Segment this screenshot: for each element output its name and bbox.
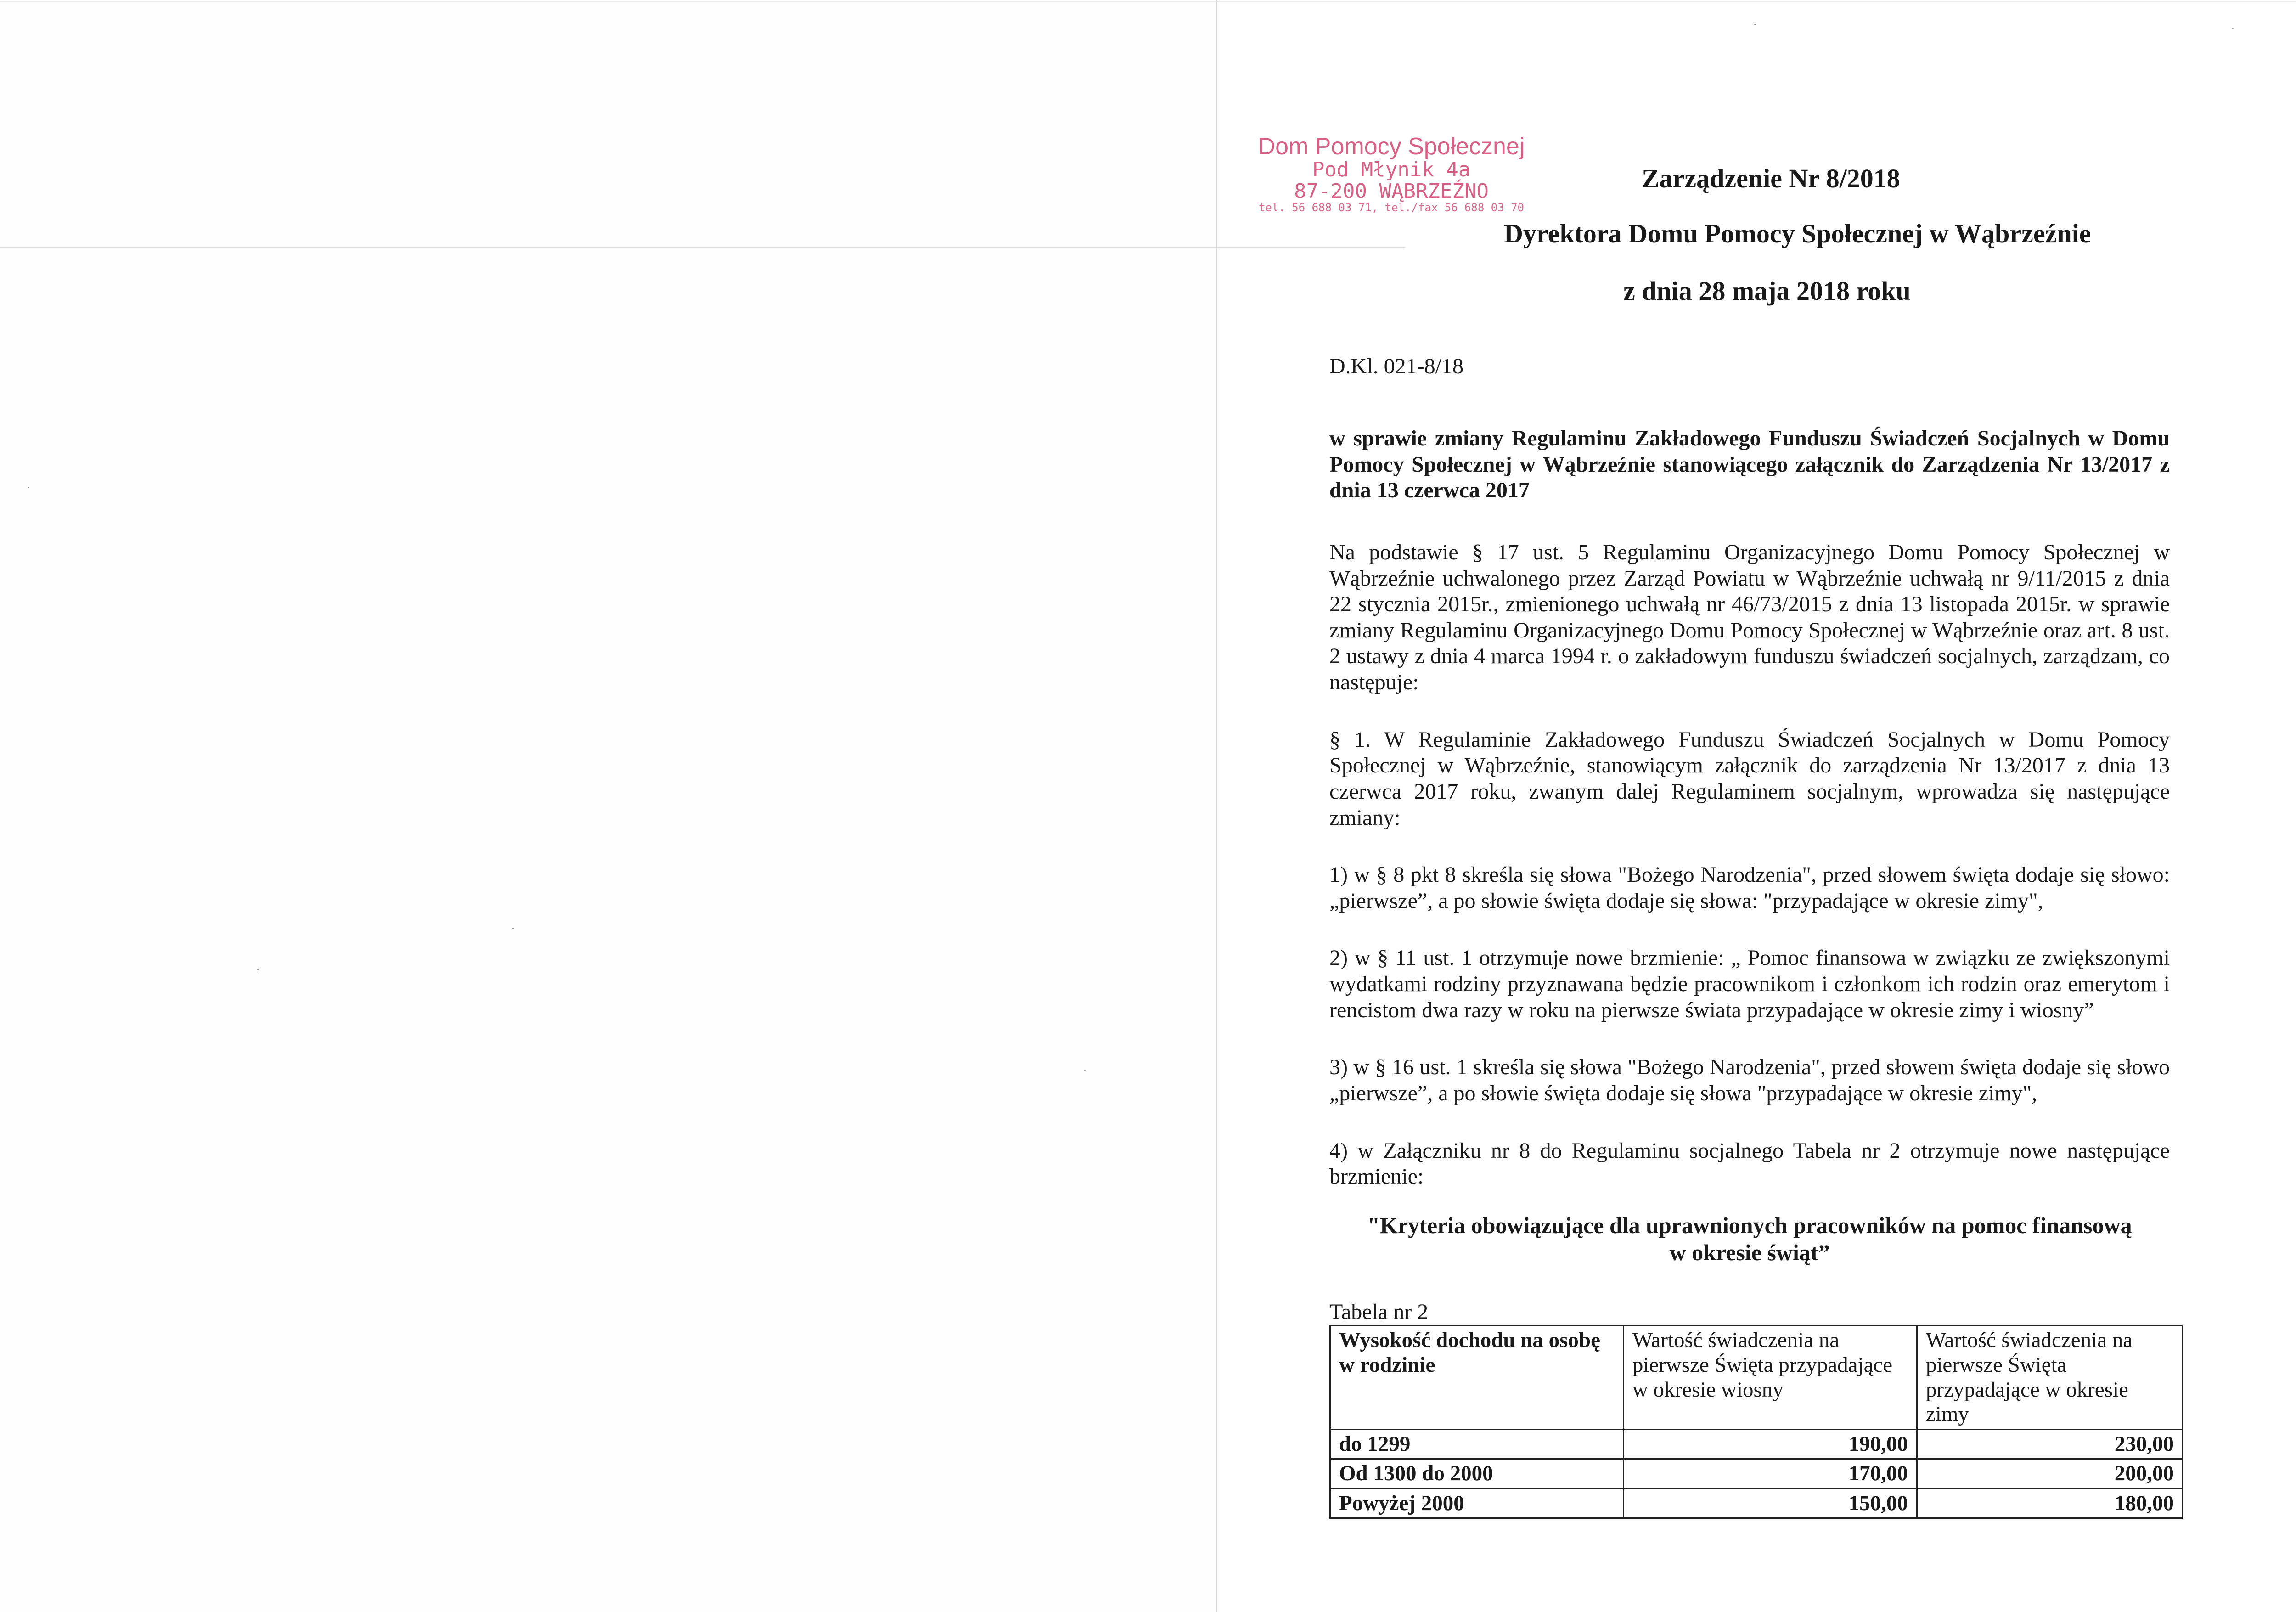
scan-speck	[512, 928, 514, 929]
scan-speck	[1754, 24, 1756, 25]
subject-line: w sprawie zmiany Regulaminu Zakładowego Funduszu Świadczeń Socjalnych w Domu Pomocy Społecznej w Wąbrzeźnie stanowiącego załącznik do Zarządzenia Nr 13/2017 z dnia 13 czerwca 2017	[1329, 426, 2170, 503]
amendment-item-2: 2) w § 11 ust. 1 otrzymuje nowe brzmienie: „ Pomoc finansowa w związku ze zwiększonymi wydatkami rodziny przyznawana będzie pracownikom i członkom ich rodzin oraz emerytom i rencistom dwa razy w roku na pierwsze świata przypadające w okresie zimy i wiosny”	[1329, 946, 2170, 1022]
table-row	[1330, 1429, 2183, 1459]
document-title: Zarządzenie Nr 8/2018	[1642, 163, 1900, 193]
amendment-item-1: 1) w § 8 pkt 8 skreśla się słowa "Bożego Narodzenia", przed słowem święta dodaje się słowo: „pierwsze”, a po słowie święta dodaje się słowa: "przypadające w okresie zimy",	[1329, 862, 2170, 913]
table-header-row	[1330, 1326, 2183, 1429]
section-1-paragraph: § 1. W Regulaminie Zakładowego Funduszu Świadczeń Socjalnych w Domu Pomocy Społecznej w Wąbrzeźnie, stanowiącym załącznik do zarządzenia Nr 13/2017 z dnia 13 czerwca 2017 roku, zwanym dalej Regulaminem socjalnym, wprowadza się następujące zmiany:	[1329, 727, 2170, 830]
row-spring-value: 170,00	[1623, 1459, 1917, 1489]
header-winter-benefit: Wartość świadczenia na pierwsze Święta przypadające w okresie zimy	[1917, 1326, 2183, 1429]
criteria-heading-line-2: w okresie świąt”	[1669, 1239, 1830, 1265]
document-body	[1329, 426, 2174, 1519]
reference-number: D.Kl. 021-8/18	[1329, 354, 1463, 378]
page-fold	[1216, 0, 1217, 1612]
scan-speck	[1084, 1070, 1086, 1071]
stamp-city: 87-200 WĄBRZEŹNO	[1294, 179, 1489, 203]
amendment-item-3: 3) w § 16 ust. 1 skreśla się słowa "Bożego Narodzenia", przed słowem święta dodaje się słowo „pierwsze”, a po słowie święta dodaje się słowa "przypadające w okresie zimy",	[1329, 1055, 2170, 1105]
row-income-range: do 1299	[1330, 1429, 1624, 1459]
criteria-heading	[1329, 1212, 2170, 1266]
document-issuer: Dyrektora Domu Pomocy Społecznej w Wąbrzeźnie	[1504, 219, 2091, 248]
amendment-item-4: 4) w Załączniku nr 8 do Regulaminu socjalnego Tabela nr 2 otrzymuje nowe następujące brzmienie:	[1329, 1138, 2170, 1189]
stamp-phone: tel. 56 688 03 71, tel./fax 56 688 03 70	[1259, 201, 1524, 214]
stamp-street: Pod Młynik 4a	[1312, 158, 1471, 182]
scan-edge	[0, 1, 2296, 2]
scan-speck	[257, 969, 259, 970]
header-spring-benefit: Wartość świadczenia na pierwsze Święta przypadające w okresie wiosny	[1623, 1326, 1917, 1429]
legal-basis-paragraph: Na podstawie § 17 ust. 5 Regulaminu Organizacyjnego Domu Pomocy Społecznej w Wąbrzeźnie uchwalonego przez Zarząd Powiatu w Wąbrzeźnie uchwałą nr 9/11/2015 z dnia 22 stycznia 2015r., zmienionego uchwałą nr 46/73/2015 z dnia 13 listopada 2015r. w sprawie zmiany Regulaminu Organizacyjnego Domu Pomocy Społecznej w Wąbrzeźnie oraz art. 8 ust. 2 ustawy z dnia 4 marca 1994 r. o zakładowym funduszu świadczeń socjalnych, zarządzam, co następuje:	[1329, 540, 2170, 694]
row-income-range: Od 1300 do 2000	[1330, 1459, 1624, 1489]
row-winter-value: 230,00	[1917, 1429, 2183, 1459]
table-caption: Tabela nr 2	[1329, 1299, 1429, 1324]
document-date: z dnia 28 maja 2018 roku	[1623, 276, 1911, 306]
row-winter-value: 200,00	[1917, 1459, 2183, 1489]
criteria-heading-line-1: "Kryteria obowiązujące dla uprawnionych pracowników na pomoc finansową	[1367, 1212, 2132, 1238]
row-spring-value: 190,00	[1623, 1429, 1917, 1459]
table-row	[1330, 1459, 2183, 1489]
row-income-range: Powyżej 2000	[1330, 1488, 1624, 1518]
scan-speck	[28, 487, 29, 488]
scan-speck	[2232, 28, 2234, 29]
scan-artifact-line	[0, 247, 1405, 248]
stamp-name: Dom Pomocy Społecznej	[1258, 133, 1525, 160]
row-spring-value: 150,00	[1623, 1488, 1917, 1518]
row-winter-value: 180,00	[1917, 1488, 2183, 1518]
header-income: Wysokość dochodu na osobę w rodzinie	[1330, 1326, 1624, 1429]
table-row	[1330, 1488, 2183, 1518]
institution-stamp	[1217, 134, 1566, 214]
benefit-table	[1329, 1325, 2183, 1519]
